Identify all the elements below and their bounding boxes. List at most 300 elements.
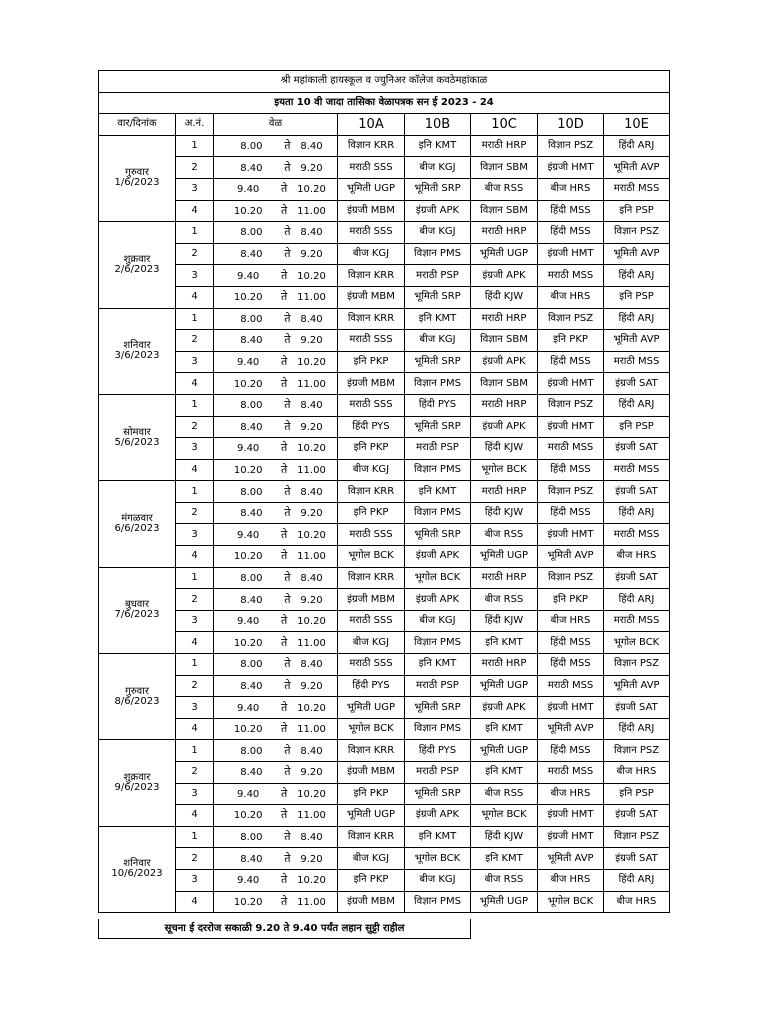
period-number: 1 — [176, 826, 214, 848]
period-number: 1 — [176, 222, 214, 244]
subject-cell: भूमिती UGP — [338, 805, 405, 827]
time-to: 11.00 — [297, 205, 326, 217]
period-time — [214, 848, 338, 870]
time-sep: ते — [281, 268, 288, 282]
subject-cell: भूमिती UGP — [338, 697, 405, 719]
table-row — [99, 438, 670, 460]
table-row — [99, 826, 670, 848]
subject-cell: हिंदी PYS — [338, 416, 405, 438]
subject-cell: विज्ञान PSZ — [538, 308, 604, 330]
subject-cell: विज्ञान SBM — [471, 330, 538, 352]
time-sep: ते — [284, 657, 291, 671]
subject-cell: विज्ञान KRR — [338, 826, 405, 848]
subject-cell: इनि PSP — [604, 286, 670, 308]
time-to: 8.40 — [300, 745, 323, 757]
period-time — [214, 632, 338, 654]
subject-cell: इनि PKP — [538, 589, 604, 611]
col-header-class: 10E — [604, 114, 670, 136]
time-from: 8.00 — [240, 832, 263, 844]
subject-cell: हिंदी ARJ — [604, 135, 670, 157]
time-from: 8.00 — [240, 227, 263, 239]
subject-cell: भूमिती SRP — [405, 286, 471, 308]
period-time — [214, 567, 338, 589]
time-from: 8.40 — [240, 594, 263, 606]
subject-cell: मराठी HRP — [471, 308, 538, 330]
time-from: 9.40 — [237, 443, 260, 455]
subject-cell: विज्ञान KRR — [338, 740, 405, 762]
subject-cell: भूगोल BCK — [471, 459, 538, 481]
subject-cell: इनि PSP — [604, 200, 670, 222]
period-time — [214, 783, 338, 805]
time-sep: ते — [284, 139, 291, 153]
subject-cell: मराठी MSS — [604, 178, 670, 200]
period-number: 4 — [176, 373, 214, 395]
subject-cell: बीज KGJ — [405, 330, 471, 352]
day-date: 6/6/2023 — [114, 522, 160, 534]
time-from: 8.00 — [240, 313, 263, 325]
time-from: 8.40 — [240, 767, 263, 779]
time-sep: ते — [281, 549, 288, 563]
period-time — [214, 805, 338, 827]
period-number: 1 — [176, 308, 214, 330]
time-to: 11.00 — [297, 378, 326, 390]
subject-cell: बीज HRS — [604, 762, 670, 784]
period-number: 2 — [176, 243, 214, 265]
subject-cell: मराठी MSS — [604, 610, 670, 632]
time-from: 10.20 — [233, 205, 263, 217]
period-time — [214, 308, 338, 330]
time-from: 10.20 — [233, 724, 263, 736]
day-date: 10/6/2023 — [111, 868, 163, 880]
table-row — [99, 762, 670, 784]
time-sep: ते — [284, 160, 291, 174]
table-row — [99, 891, 670, 913]
subject-cell: हिंदी KJW — [471, 826, 538, 848]
table-row — [99, 697, 670, 719]
time-sep: ते — [281, 808, 288, 822]
time-sep: ते — [284, 506, 291, 520]
subject-cell: भूमिती SRP — [405, 697, 471, 719]
time-from: 9.40 — [237, 529, 260, 541]
time-to: 10.20 — [297, 616, 326, 628]
period-number: 2 — [176, 762, 214, 784]
day-date-cell — [99, 135, 176, 221]
time-sep: ते — [284, 743, 291, 757]
subject-cell: भूमिती AVP — [604, 330, 670, 352]
subject-cell: हिंदी ARJ — [604, 308, 670, 330]
subject-cell: इंग्रजी SAT — [604, 567, 670, 589]
time-from: 10.20 — [233, 378, 263, 390]
period-number: 3 — [176, 178, 214, 200]
time-sep: ते — [284, 484, 291, 498]
period-time — [214, 394, 338, 416]
subject-cell: भूमिती AVP — [538, 848, 604, 870]
period-time — [214, 459, 338, 481]
timetable-title: इयता 10 वी जादा तासिका वेळापत्रक सन ई 2023 - 24 — [99, 92, 670, 114]
time-to: 9.20 — [300, 421, 323, 433]
subject-cell: विज्ञान SBM — [471, 200, 538, 222]
period-number: 4 — [176, 459, 214, 481]
period-time — [214, 330, 338, 352]
subject-cell: बीज KGJ — [338, 243, 405, 265]
day-name: मंगळवार — [121, 512, 153, 524]
subject-cell: भूमिती AVP — [604, 157, 670, 179]
subject-cell: इंग्रजी APK — [471, 265, 538, 287]
day-name: गुरुवार — [125, 685, 149, 697]
day-date-cell — [99, 222, 176, 308]
subject-cell: भूगोल BCK — [338, 546, 405, 568]
time-to: 11.00 — [297, 637, 326, 649]
table-row — [99, 524, 670, 546]
period-number: 2 — [176, 675, 214, 697]
subject-cell: मराठी HRP — [471, 481, 538, 503]
period-time — [214, 135, 338, 157]
day-date: 1/6/2023 — [114, 177, 160, 189]
period-number: 4 — [176, 546, 214, 568]
day-name: गुरुवार — [125, 167, 149, 179]
subject-cell: विज्ञान PMS — [405, 459, 471, 481]
subject-cell: इंग्रजी MBM — [338, 589, 405, 611]
subject-cell: इनि KMT — [471, 632, 538, 654]
subject-cell: इंग्रजी SAT — [604, 373, 670, 395]
day-date-cell — [99, 481, 176, 567]
table-row — [99, 675, 670, 697]
subject-cell: हिंदी MSS — [538, 502, 604, 524]
subject-cell: भूमिती SRP — [405, 524, 471, 546]
subject-cell: मराठी SSS — [338, 157, 405, 179]
subject-cell: बीज HRS — [538, 783, 604, 805]
table-row — [99, 589, 670, 611]
subject-cell: बीज RSS — [471, 524, 538, 546]
day-date: 7/6/2023 — [114, 609, 160, 621]
subject-cell: इंग्रजी SAT — [604, 481, 670, 503]
subject-cell: इंग्रजी APK — [471, 351, 538, 373]
time-sep: ते — [281, 441, 288, 455]
subject-cell: इनि KMT — [405, 826, 471, 848]
subject-cell: बीज HRS — [604, 891, 670, 913]
period-number: 4 — [176, 805, 214, 827]
time-from: 9.40 — [237, 184, 260, 196]
period-number: 1 — [176, 135, 214, 157]
subject-cell: इनि KMT — [405, 308, 471, 330]
period-number: 4 — [176, 286, 214, 308]
time-to: 8.40 — [300, 659, 323, 671]
subject-cell: इनि KMT — [471, 848, 538, 870]
table-row — [99, 481, 670, 503]
time-to: 10.20 — [297, 270, 326, 282]
period-time — [214, 675, 338, 697]
subject-cell: बीज RSS — [471, 178, 538, 200]
period-time — [214, 826, 338, 848]
subject-cell: हिंदी ARJ — [604, 869, 670, 891]
day-name: बुधवार — [124, 599, 150, 611]
subject-cell: विज्ञान KRR — [338, 265, 405, 287]
subject-cell: विज्ञान PSZ — [538, 394, 604, 416]
subject-cell: इनि PKP — [338, 351, 405, 373]
period-time — [214, 243, 338, 265]
time-from: 9.40 — [237, 616, 260, 628]
day-date: 9/6/2023 — [114, 782, 160, 794]
subject-cell: हिंदी PYS — [405, 740, 471, 762]
time-from: 10.20 — [233, 464, 263, 476]
timetable-sheet — [98, 70, 669, 913]
time-to: 11.00 — [297, 551, 326, 563]
time-sep: ते — [284, 851, 291, 865]
period-number: 3 — [176, 438, 214, 460]
subject-cell: मराठी SSS — [338, 330, 405, 352]
period-time — [214, 416, 338, 438]
time-sep: ते — [284, 830, 291, 844]
time-to: 8.40 — [300, 141, 323, 153]
subject-cell: बीज RSS — [471, 783, 538, 805]
subject-cell: बीज HRS — [538, 610, 604, 632]
subject-cell: इनि PKP — [338, 783, 405, 805]
subject-cell: मराठी MSS — [604, 351, 670, 373]
subject-cell: भूगोल BCK — [471, 805, 538, 827]
time-from: 10.20 — [233, 637, 263, 649]
time-to: 11.00 — [297, 464, 326, 476]
period-number: 4 — [176, 632, 214, 654]
subject-cell: इनि KMT — [471, 718, 538, 740]
subject-cell: विज्ञान PSZ — [538, 481, 604, 503]
time-to: 8.40 — [300, 313, 323, 325]
time-sep: ते — [281, 376, 288, 390]
col-header-day: वार/दिनांक — [99, 114, 176, 136]
subject-cell: हिंदी MSS — [538, 200, 604, 222]
time-to: 8.40 — [300, 572, 323, 584]
subject-cell: विज्ञान PSZ — [604, 654, 670, 676]
subject-cell: बीज HRS — [604, 546, 670, 568]
table-row — [99, 330, 670, 352]
period-time — [214, 373, 338, 395]
subject-cell: बीज KGJ — [338, 459, 405, 481]
subject-cell: इंग्रजी SAT — [604, 697, 670, 719]
period-number: 3 — [176, 265, 214, 287]
day-date-cell — [99, 308, 176, 394]
subject-cell: विज्ञान PSZ — [538, 135, 604, 157]
time-to: 9.20 — [300, 594, 323, 606]
subject-cell: विज्ञान KRR — [338, 135, 405, 157]
subject-cell: विज्ञान PMS — [405, 373, 471, 395]
subject-cell: भूमिती UGP — [338, 178, 405, 200]
time-sep: ते — [284, 225, 291, 239]
time-from: 8.40 — [240, 335, 263, 347]
time-from: 9.40 — [237, 357, 260, 369]
subject-cell: मराठी SSS — [338, 610, 405, 632]
period-number: 2 — [176, 330, 214, 352]
day-date-cell — [99, 567, 176, 653]
subject-cell: मराठी PSP — [405, 762, 471, 784]
subject-cell: हिंदी KJW — [471, 286, 538, 308]
subject-cell: विज्ञान PMS — [405, 632, 471, 654]
subject-cell: हिंदी MSS — [538, 654, 604, 676]
time-sep: ते — [281, 290, 288, 304]
subject-cell: मराठी HRP — [471, 135, 538, 157]
col-header-time: वेळ — [214, 114, 338, 136]
period-number: 3 — [176, 351, 214, 373]
subject-cell: विज्ञान PSZ — [604, 222, 670, 244]
time-to: 10.20 — [297, 702, 326, 714]
time-from: 9.40 — [237, 270, 260, 282]
time-to: 9.20 — [300, 249, 323, 261]
subject-cell: इनि PKP — [538, 330, 604, 352]
subject-cell: मराठी SSS — [338, 524, 405, 546]
period-time — [214, 740, 338, 762]
period-number: 3 — [176, 524, 214, 546]
subject-cell: बीज KGJ — [405, 222, 471, 244]
time-to: 10.20 — [297, 184, 326, 196]
time-sep: ते — [284, 247, 291, 261]
time-to: 9.20 — [300, 853, 323, 865]
subject-cell: मराठी MSS — [604, 459, 670, 481]
day-name: शनिवार — [123, 858, 151, 870]
time-to: 11.00 — [297, 810, 326, 822]
table-row — [99, 373, 670, 395]
period-number: 2 — [176, 157, 214, 179]
table-row — [99, 632, 670, 654]
time-sep: ते — [281, 614, 288, 628]
period-number: 3 — [176, 869, 214, 891]
period-time — [214, 891, 338, 913]
time-sep: ते — [284, 592, 291, 606]
subject-cell: भूमिती UGP — [471, 891, 538, 913]
table-row — [99, 654, 670, 676]
subject-cell: इंग्रजी HMT — [538, 826, 604, 848]
time-from: 9.40 — [237, 788, 260, 800]
subject-cell: विज्ञान KRR — [338, 481, 405, 503]
period-number: 3 — [176, 783, 214, 805]
subject-cell: भूमिती AVP — [604, 675, 670, 697]
subject-cell: इंग्रजी APK — [405, 200, 471, 222]
period-number: 2 — [176, 416, 214, 438]
time-from: 10.20 — [233, 810, 263, 822]
subject-cell: बीज KGJ — [405, 157, 471, 179]
subject-cell: भूमिती UGP — [471, 243, 538, 265]
time-sep: ते — [281, 203, 288, 217]
subject-cell: बीज KGJ — [338, 632, 405, 654]
table-row — [99, 394, 670, 416]
day-date: 5/6/2023 — [114, 436, 160, 448]
time-to: 10.20 — [297, 357, 326, 369]
subject-cell: इनि KMT — [405, 135, 471, 157]
period-time — [214, 589, 338, 611]
time-to: 11.00 — [297, 292, 326, 304]
subject-cell: इंग्रजी HMT — [538, 524, 604, 546]
subject-cell: भूगोल BCK — [405, 848, 471, 870]
subject-cell: भूमिती AVP — [538, 718, 604, 740]
time-sep: ते — [284, 333, 291, 347]
subject-cell: मराठी PSP — [405, 438, 471, 460]
period-time — [214, 546, 338, 568]
day-name: शुक्रवार — [123, 772, 151, 784]
period-time — [214, 178, 338, 200]
table-row — [99, 459, 670, 481]
subject-cell: इंग्रजी MBM — [338, 373, 405, 395]
table-row — [99, 135, 670, 157]
col-header-class: 10B — [405, 114, 471, 136]
subject-cell: हिंदी MSS — [538, 222, 604, 244]
subject-cell: हिंदी ARJ — [604, 265, 670, 287]
subject-cell: बीज RSS — [471, 589, 538, 611]
period-time — [214, 502, 338, 524]
time-to: 10.20 — [297, 875, 326, 887]
subject-cell: भूगोल BCK — [538, 891, 604, 913]
time-sep: ते — [284, 311, 291, 325]
subject-cell: मराठी SSS — [338, 222, 405, 244]
subject-cell: हिंदी ARJ — [604, 718, 670, 740]
time-sep: ते — [284, 398, 291, 412]
time-to: 9.20 — [300, 508, 323, 520]
subject-cell: भूगोल BCK — [604, 632, 670, 654]
table-row — [99, 869, 670, 891]
subject-cell: इंग्रजी HMT — [538, 373, 604, 395]
subject-cell: इनि KMT — [471, 762, 538, 784]
table-row — [99, 546, 670, 568]
time-sep: ते — [281, 635, 288, 649]
subject-cell: इंग्रजी APK — [405, 805, 471, 827]
table-row — [99, 848, 670, 870]
period-number: 1 — [176, 481, 214, 503]
time-to: 11.00 — [297, 724, 326, 736]
period-time — [214, 286, 338, 308]
subject-cell: भूमिती SRP — [405, 416, 471, 438]
period-number: 1 — [176, 567, 214, 589]
time-to: 10.20 — [297, 529, 326, 541]
time-from: 8.00 — [240, 141, 263, 153]
subject-cell: इंग्रजी SAT — [604, 805, 670, 827]
day-date-cell — [99, 394, 176, 480]
day-date-cell — [99, 740, 176, 826]
period-number: 1 — [176, 740, 214, 762]
day-name: शुक्रवार — [123, 253, 151, 265]
table-row — [99, 740, 670, 762]
subject-cell: हिंदी MSS — [538, 351, 604, 373]
period-time — [214, 265, 338, 287]
subject-cell: इंग्रजी MBM — [338, 200, 405, 222]
time-from: 8.40 — [240, 680, 263, 692]
subject-cell: भूगोल BCK — [338, 718, 405, 740]
table-row — [99, 416, 670, 438]
subject-cell: बीज KGJ — [405, 869, 471, 891]
time-sep: ते — [284, 678, 291, 692]
subject-cell: बीज HRS — [538, 869, 604, 891]
subject-cell: भूमिती UGP — [471, 546, 538, 568]
time-to: 9.20 — [300, 680, 323, 692]
col-header-class: 10A — [338, 114, 405, 136]
period-number: 2 — [176, 848, 214, 870]
time-sep: ते — [281, 182, 288, 196]
table-row — [99, 502, 670, 524]
time-from: 8.00 — [240, 486, 263, 498]
subject-cell: मराठी MSS — [538, 265, 604, 287]
period-number: 1 — [176, 394, 214, 416]
subject-cell: हिंदी PYS — [405, 394, 471, 416]
time-from: 10.20 — [233, 292, 263, 304]
time-to: 9.20 — [300, 767, 323, 779]
time-to: 8.40 — [300, 400, 323, 412]
subject-cell: इनि KMT — [405, 481, 471, 503]
subject-cell: इंग्रजी HMT — [538, 697, 604, 719]
subject-cell: विज्ञान PMS — [405, 718, 471, 740]
subject-cell: इंग्रजी SAT — [604, 438, 670, 460]
subject-cell: भूमिती SRP — [405, 351, 471, 373]
time-sep: ते — [284, 419, 291, 433]
day-name: शनिवार — [123, 340, 151, 352]
table-row — [99, 286, 670, 308]
subject-cell: मराठी HRP — [471, 394, 538, 416]
subject-cell: मराठी MSS — [538, 675, 604, 697]
subject-cell: इंग्रजी HMT — [538, 416, 604, 438]
